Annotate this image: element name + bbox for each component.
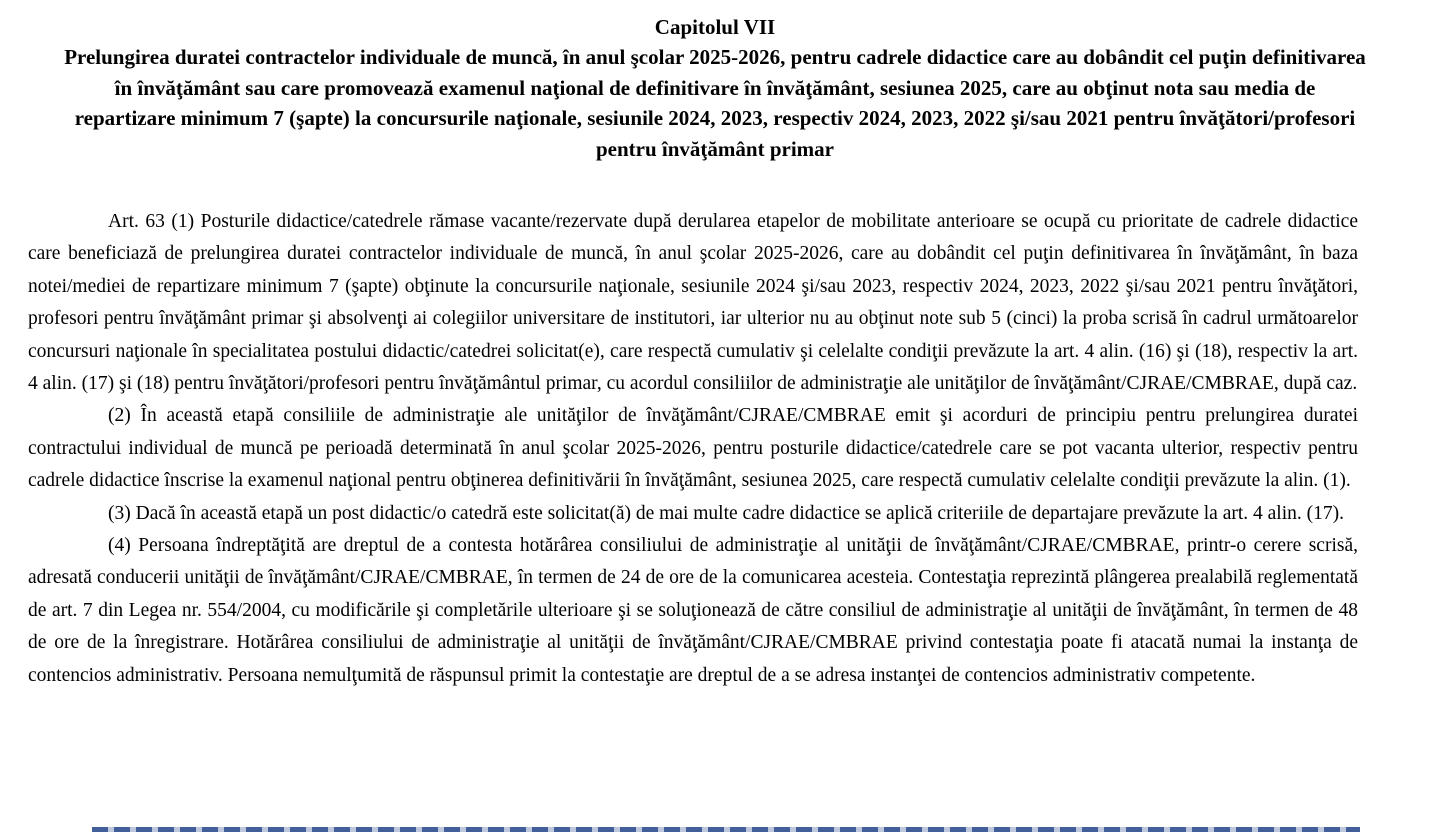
document-title: Prelungirea duratei contractelor individuale de muncă, în anul şcolar 2025-2026, pentru cadrele didactice care au dobândit cel puţin definitivarea în învăţământ sau care promovează examenul naţional de definitivare în învăţământ, sesiunea 2025, care au obţinut nota sau media de repartizare minimum 7 (şapte) la concursurile naţionale, sesiunile 2024, 2023, respectiv 2024, 2023, 2022 şi/sau 2021 pentru învăţători/profesori pentru învăţământ primar (64, 45, 1366, 161)
paragraph-art63-alin1: Art. 63 (1) Posturile didactice/catedrele rămase vacante/rezervate după derularea etapelor de mobilitate anterioare se ocupă cu prioritate de cadrele didactice care beneficiază de prelungirea duratei contractelor individuale de muncă, în anul şcolar 2025-2026, care au dobândit cel puţin definitivarea în învăţământ, în baza notei/mediei de repartizare minimum 7 (şapte) obţinute la concursurile naţionale, sesiunile 2024 şi/sau 2023, respectiv 2024, 2023, 2022 şi/sau 2021 pentru învăţători, profesori pentru învăţământ primar şi absolvenţi ai colegiilor universitare de institutori, iar ulterior nu au obţinut note sub 5 (cinci) la proba scrisă în cadrul următoarelor concursuri naţionale în specialitatea postului didactic/catedrei solicitat(e), care respectă cumulativ şi celelalte condiţii prevăzute la art. 4 alin. (16) şi (18), respectiv la art. 4 alin. (17) şi (18) pentru învăţători/profesori pentru învăţământul primar, cu acordul consiliilor de administraţie ale unităţilor de învăţământ/CJRAE/CMBRAE, după caz. (28, 211, 1358, 395)
chapter-heading: Capitolul VII (654, 15, 776, 39)
document-body (28, 206, 1358, 692)
paragraph-art63-alin3: (3) Dacă în această etapă un post didactic/o catedră este solicitat(ă) de mai multe cadre didactice se aplică criteriile de departajare prevăzute la art. 4 alin. (17). (108, 502, 1344, 524)
document-heading (0, 0, 1430, 164)
paragraph-art63-alin2: (2) În această etapă consiliile de administraţie ale unităţilor de învăţământ/CJRAE/CMBRAE emit şi acorduri de principiu pentru prelungirea duratei contractului individual de muncă pe perioadă determinată în anul şcolar 2025-2026, pentru posturile didactice/catedrele care se pot vacanta ulterior, respectiv pentru cadrele didactice înscrise la examenul naţional pentru obţinerea definitivării în învăţământ, sesiunea 2025, care respectă cumulativ celelalte condiţii prevăzute la alin. (1). (28, 405, 1358, 492)
paragraph-art63-alin4: (4) Persoana îndreptăţită are dreptul de a contesta hotărârea consiliului de administraţie al unităţii de învăţământ/CJRAE/CMBRAE, printr-o cerere scrisă, adresată conducerii unităţii de învăţământ/CJRAE/CMBRAE, în termen de 24 de ore de la comunicarea acesteia. Contestaţia reprezintă plângerea prealabilă reglementată de art. 7 din Legea nr. 554/2004, cu modificările şi completările ulterioare şi se soluţionează de către consiliul de administraţie al unităţii de învăţământ, în termen de 48 de ore de la înregistrare. Hotărârea consiliului de administraţie al unităţii de învăţământ/CJRAE/CMBRAE privind contestaţia poate fi atacată numai la instanţa de contencios administrativ. Persoana nemulţumită de răspunsul primit la contestaţie are dreptul de a se adresa instanţei de contencios administrativ competente. (28, 535, 1358, 686)
bottom-cutoff-next-row (92, 827, 1360, 832)
